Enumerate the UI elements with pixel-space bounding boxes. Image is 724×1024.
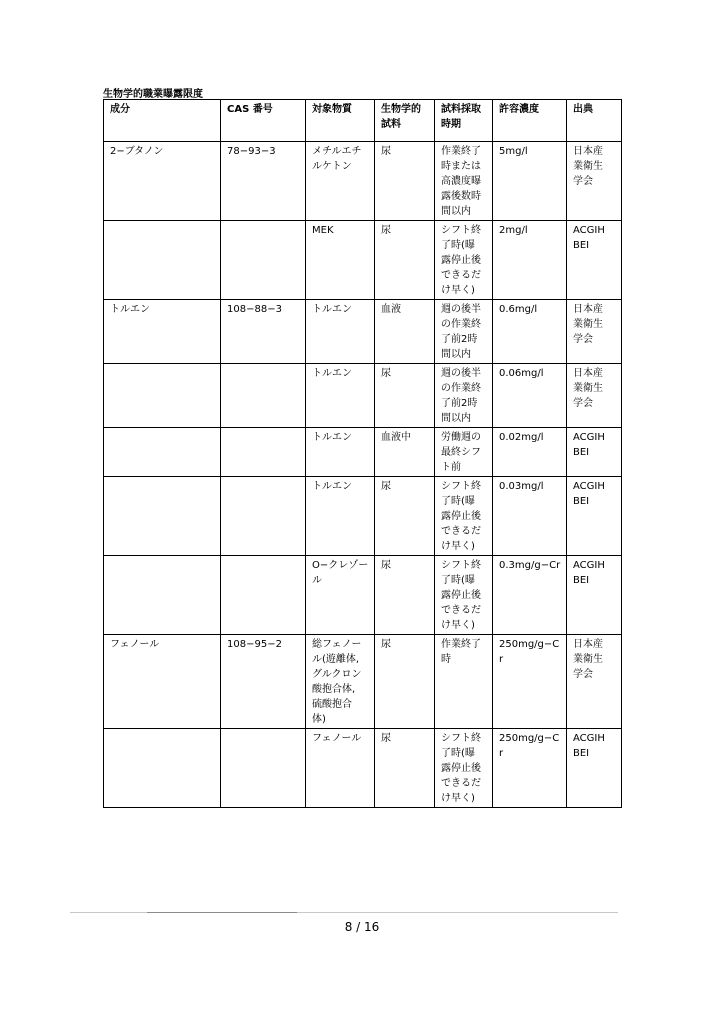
- cell-component: [104, 729, 221, 808]
- table-row: [104, 221, 622, 300]
- cell-limit-concentration: 0.06mg/l: [493, 364, 567, 428]
- cell-biological-sample: 尿: [375, 635, 435, 729]
- cell-sampling-time: 週の後半 の作業終 了前2時 間以内: [435, 364, 493, 428]
- table-row: [104, 300, 622, 364]
- biological-exposure-limits-table: [103, 99, 622, 808]
- cell-sampling-time: 週の後半 の作業終 了前2時 間以内: [435, 300, 493, 364]
- cell-biological-sample: 尿: [375, 556, 435, 635]
- cell-component: [104, 428, 221, 477]
- cell-limit-concentration: 250mg/g−Cr: [493, 635, 567, 729]
- cell-substance: メチルエチ ルケトン: [306, 142, 375, 221]
- cell-component: [104, 364, 221, 428]
- table-body: [104, 142, 622, 808]
- cell-component: フェノール: [104, 635, 221, 729]
- table-row: [104, 477, 622, 556]
- header-biological-sample: 生物学的 試料: [375, 100, 435, 142]
- cell-sampling-time: 作業終了 時: [435, 635, 493, 729]
- header-source: 出典: [567, 100, 622, 142]
- cell-source: ACGIH BEI: [567, 556, 622, 635]
- table-row: [104, 142, 622, 221]
- table-row: [104, 364, 622, 428]
- cell-limit-concentration: 5mg/l: [493, 142, 567, 221]
- cell-biological-sample: 血液: [375, 300, 435, 364]
- cell-source: ACGIH BEI: [567, 729, 622, 808]
- cell-biological-sample: 尿: [375, 142, 435, 221]
- page-number: 8 / 16: [344, 920, 380, 934]
- header-cas-number: CAS 番号: [221, 100, 306, 142]
- cell-sampling-time: シフト終 了時(曝 露停止後 できるだ け早く): [435, 221, 493, 300]
- cell-sampling-time: シフト終 了時(曝 露停止後 できるだ け早く): [435, 729, 493, 808]
- cell-cas-number: [221, 556, 306, 635]
- cell-substance: トルエン: [306, 364, 375, 428]
- cell-substance: フェノール: [306, 729, 375, 808]
- cell-substance: トルエン: [306, 300, 375, 364]
- cell-biological-sample: 尿: [375, 221, 435, 300]
- cell-substance: トルエン: [306, 428, 375, 477]
- cell-cas-number: 108−95−2: [221, 635, 306, 729]
- cell-cas-number: [221, 428, 306, 477]
- cell-limit-concentration: 0.03mg/l: [493, 477, 567, 556]
- cell-cas-number: 78−93−3: [221, 142, 306, 221]
- header-substance: 対象物質: [306, 100, 375, 142]
- cell-sampling-time: 作業終了 時または 高濃度曝 露後数時 間以内: [435, 142, 493, 221]
- cell-limit-concentration: 0.02mg/l: [493, 428, 567, 477]
- header-component: 成分: [104, 100, 221, 142]
- cell-source: ACGIH BEI: [567, 477, 622, 556]
- cell-source: ACGIH BEI: [567, 428, 622, 477]
- cell-component: [104, 477, 221, 556]
- cell-cas-number: [221, 729, 306, 808]
- cell-substance: O−クレゾー ル: [306, 556, 375, 635]
- cell-source: 日本産 業衛生 学会: [567, 364, 622, 428]
- cell-limit-concentration: 2mg/l: [493, 221, 567, 300]
- cell-biological-sample: 尿: [375, 364, 435, 428]
- cell-component: [104, 556, 221, 635]
- cell-substance: トルエン: [306, 477, 375, 556]
- cell-biological-sample: 尿: [375, 729, 435, 808]
- cell-limit-concentration: 0.6mg/l: [493, 300, 567, 364]
- cell-substance: 総フェノー ル(遊離体, グルクロン 酸抱合体, 硫酸抱合 体): [306, 635, 375, 729]
- table-row: [104, 635, 622, 729]
- cell-source: 日本産 業衛生 学会: [567, 635, 622, 729]
- cell-limit-concentration: 0.3mg/g−Cr: [493, 556, 567, 635]
- cell-sampling-time: シフト終 了時(曝 露停止後 できるだ け早く): [435, 477, 493, 556]
- cell-cas-number: [221, 221, 306, 300]
- cell-component: 2−ブタノン: [104, 142, 221, 221]
- cell-source: ACGIH BEI: [567, 221, 622, 300]
- cell-biological-sample: 血液中: [375, 428, 435, 477]
- cell-limit-concentration: 250mg/g−Cr: [493, 729, 567, 808]
- section-title: 生物学的職業曝露限度: [103, 89, 203, 100]
- cell-cas-number: [221, 477, 306, 556]
- footer-rule-accent: [147, 912, 297, 913]
- header-sampling-time: 試料採取 時期: [435, 100, 493, 142]
- header-limit-concentration: 許容濃度: [493, 100, 567, 142]
- cell-substance: MEK: [306, 221, 375, 300]
- cell-sampling-time: シフト終 了時(曝 露停止後 できるだ け早く): [435, 556, 493, 635]
- cell-cas-number: [221, 364, 306, 428]
- cell-component: [104, 221, 221, 300]
- table-row: [104, 729, 622, 808]
- cell-source: 日本産 業衛生 学会: [567, 300, 622, 364]
- cell-sampling-time: 労働週の 最終シフ ト前: [435, 428, 493, 477]
- table-header-row: [104, 100, 622, 142]
- table-row: [104, 556, 622, 635]
- table-row: [104, 428, 622, 477]
- cell-component: トルエン: [104, 300, 221, 364]
- cell-source: 日本産 業衛生 学会: [567, 142, 622, 221]
- cell-cas-number: 108−88−3: [221, 300, 306, 364]
- cell-biological-sample: 尿: [375, 477, 435, 556]
